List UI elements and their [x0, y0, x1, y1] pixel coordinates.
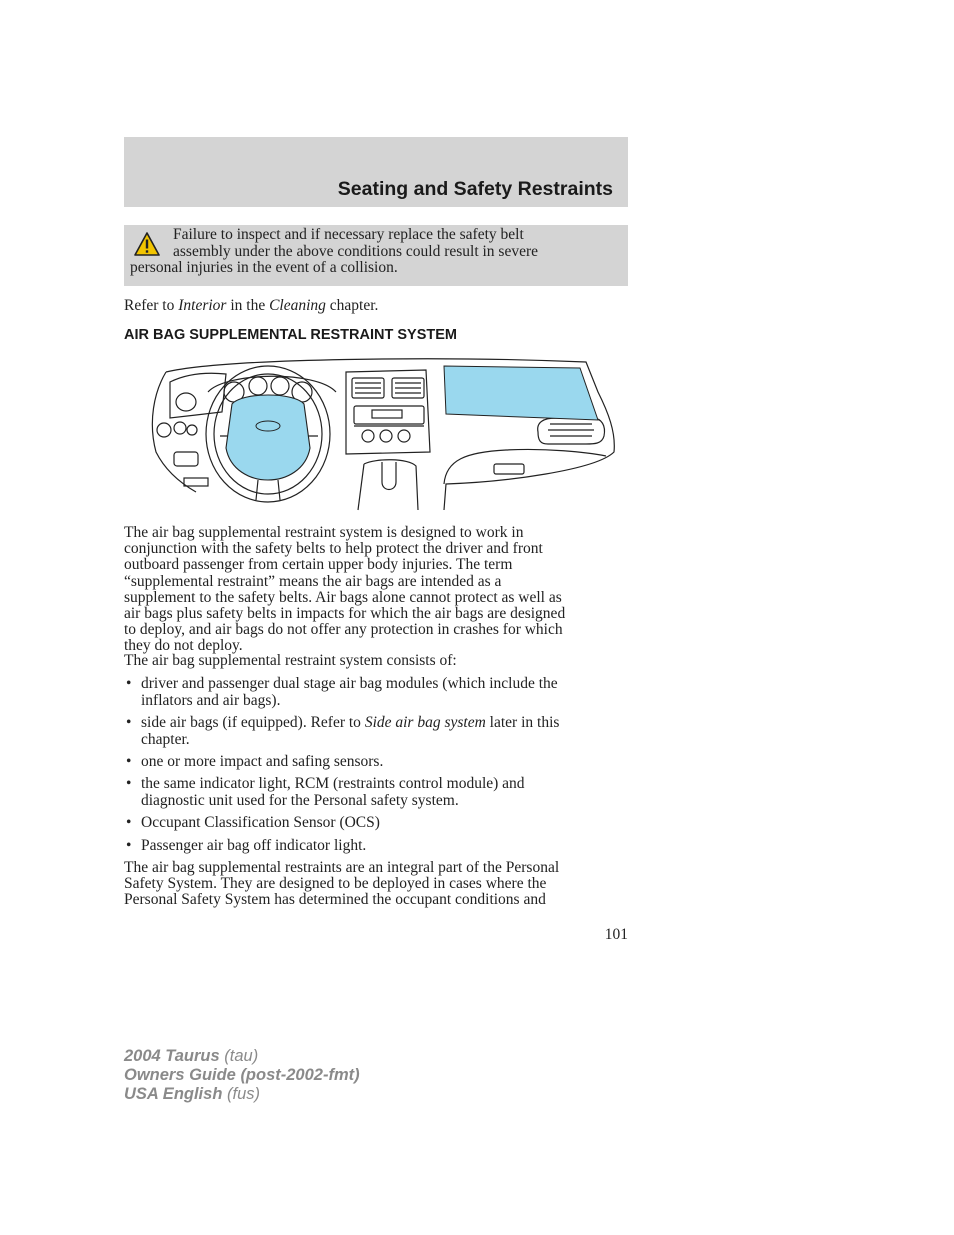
text-line: they do not deploy. [124, 637, 243, 655]
footer-model: 2004 Taurus [124, 1047, 220, 1065]
text-line: supplement to the safety belts. Air bags alone cannot protect as well as [124, 588, 562, 606]
text-line: Occupant Classification Sensor (OCS) [141, 814, 380, 831]
intro-paragraph [124, 525, 628, 655]
text-line: diagnostic unit used for the Personal safety system. [141, 791, 459, 809]
text-segment: later in this [485, 714, 560, 731]
text-line: the same indicator light, RCM (restraints control module) and [141, 775, 525, 792]
closing-paragraph [124, 860, 628, 909]
text-line: outboard passenger from certain upper body injuries. The term [124, 556, 513, 574]
text-line: driver and passenger dual stage air bag modules (which include the [141, 675, 558, 692]
text-line: The air bag supplemental restraint system is designed to work in [124, 524, 524, 541]
text-line: one or more impact and safing sensors. [141, 753, 384, 770]
text-line: conjunction with the safety belts to help protect the driver and front [124, 540, 543, 558]
consists-paragraph [124, 653, 628, 669]
page-number: 101 [604, 926, 628, 943]
warning-line: Failure to inspect and if necessary replace the safety belt [173, 226, 524, 243]
refer-suffix: chapter. [325, 297, 379, 314]
refer-middle: in the [226, 297, 270, 314]
footer-guide: Owners Guide (post-2002-fmt) [124, 1066, 360, 1084]
refer-link-interior: Interior [178, 297, 227, 314]
text-line: Personal Safety System has determined the occupant conditions and [124, 891, 546, 909]
passenger-airbag-highlight [444, 366, 598, 420]
text-line: The air bag supplemental restraints are an integral part of the Personal [124, 859, 560, 876]
warning-box [124, 225, 628, 286]
section-heading: AIR BAG SUPPLEMENTAL RESTRAINT SYSTEM [124, 327, 457, 343]
warning-text [130, 227, 620, 277]
warning-line: personal injuries in the event of a collision. [130, 259, 398, 276]
header-band [124, 137, 628, 207]
refer-prefix: Refer to [124, 297, 179, 314]
refer-link-cleaning: Cleaning [269, 297, 326, 314]
footer-language-code: (fus) [222, 1085, 260, 1103]
warning-line: assembly under the above conditions could result in severe [173, 242, 539, 260]
text-line: Passenger air bag off indicator light. [141, 837, 367, 854]
page-title: Seating and Safety Restraints [337, 178, 613, 200]
text-line: chapter. [141, 730, 190, 748]
footer [124, 1047, 360, 1104]
text-line: The air bag supplemental restraint system consists of: [124, 652, 457, 669]
text-line: “supplemental restraint” means the air bags are intended as a [124, 572, 502, 590]
text-line: inflators and air bags). [141, 691, 281, 709]
driver-airbag-highlight [226, 395, 310, 480]
footer-model-code: (tau) [219, 1047, 259, 1065]
footer-language: USA English [124, 1085, 223, 1103]
text-segment: side air bags (if equipped). Refer to [141, 714, 365, 731]
refer-paragraph [124, 298, 628, 314]
dashboard-illustration [146, 352, 618, 512]
text-line: air bags plus safety belts in impacts for which the air bags are designed [124, 605, 566, 623]
text-line: to deploy, and air bags do not offer any protection in crashes for which [124, 621, 563, 639]
side-air-bag-link: Side air bag system [364, 714, 486, 731]
text-line: Safety System. They are designed to be deployed in cases where the [124, 875, 547, 893]
